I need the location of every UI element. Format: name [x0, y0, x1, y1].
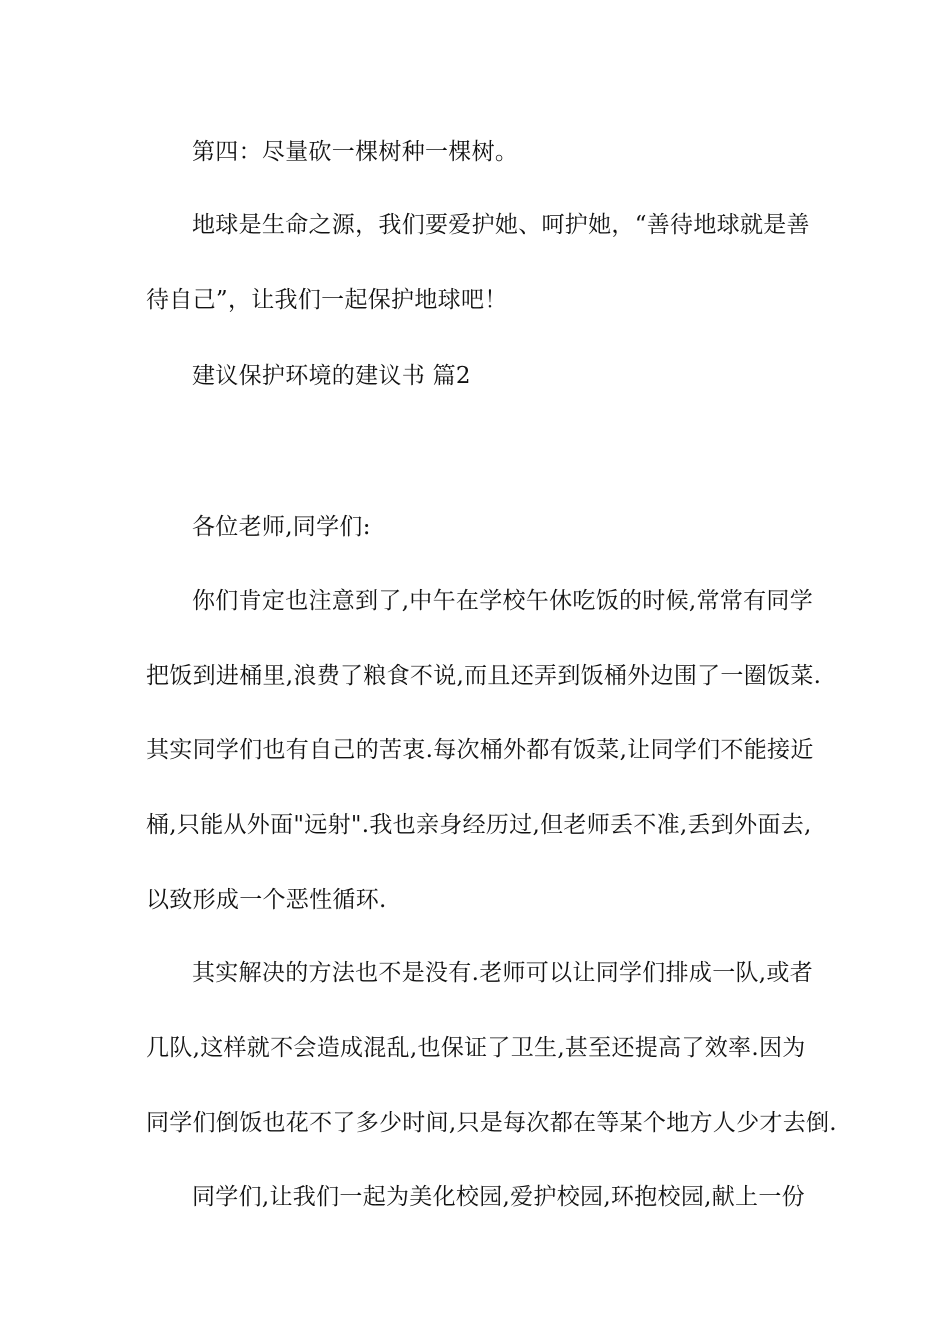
text-line: 以致形成一个恶性循环. — [146, 887, 387, 913]
text-line: 几队,这样就不会造成混乱,也保证了卫生,甚至还提高了效率.因为 — [146, 1035, 806, 1061]
text-line: 其实解决的方法也不是没有.老师可以让同学们排成一队,或者 — [192, 960, 814, 986]
text-line: 待自己”，让我们一起保护地球吧！ — [146, 287, 508, 313]
text-line: 你们肯定也注意到了,中午在学校午休吃饭的时候,常常有同学 — [192, 588, 814, 614]
text-line: 同学们,让我们一起为美化校园,爱护校园,环抱校园,献上一份 — [192, 1184, 805, 1210]
salutation: 各位老师,同学们: — [192, 514, 371, 540]
text-line: 同学们倒饭也花不了多少时间,只是每次都在等某个地方人少才去倒. — [146, 1110, 837, 1136]
text-line: 第四：尽量砍一棵树种一棵树。 — [192, 139, 519, 165]
text-line: 桶,只能从外面"远射".我也亲身经历过,但老师丢不准,丢到外面去, — [146, 812, 812, 838]
text-line: 把饭到进桶里,浪费了粮食不说,而且还弄到饭桶外边围了一圈饭菜. — [146, 663, 822, 689]
text-line: 地球是生命之源，我们要爱护她、呵护她，“善待地球就是善 — [192, 212, 810, 238]
section-heading: 建议保护环境的建议书 篇2 — [192, 363, 471, 389]
text-line: 其实同学们也有自己的苦衷.每次桶外都有饭菜,让同学们不能接近 — [146, 737, 814, 763]
